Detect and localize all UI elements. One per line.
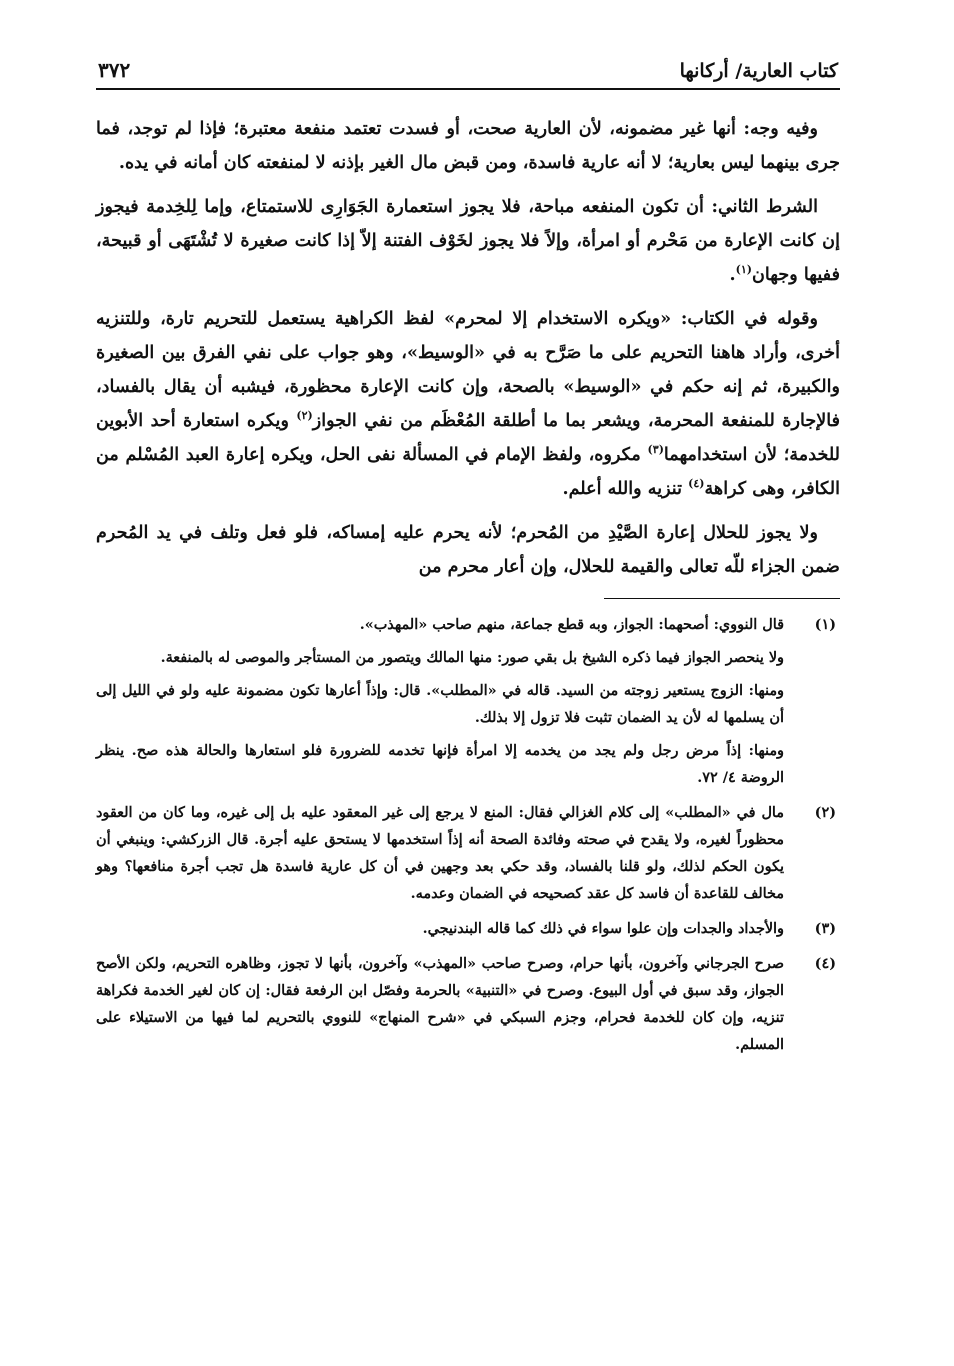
paragraph-text: أن تكون المنفعه مباحة، فلا يجوز استعمارة الجَوَارِى للاستمتاع، وإما لِلخِدمة فيجوز إن كانت الإعارة من مَحْرم أو امرأة، وإلاً فلا يجوز لخَوْف الفتنة إلاّ إذا كانت صغيرة لا تُشْتَهَى أو قبيحة، ففيها وجهان [96,196,840,285]
paragraph-label: الشرط الثاني: [711,196,818,217]
footnote-text [96,915,784,948]
footnote-divider [604,598,840,599]
paragraph-3 [96,302,840,506]
footnote-number: (٣) [814,920,836,937]
footnote-part: والأجداد والجدات وإن علوا سواء في ذلك كما قاله البندنيجي. [422,920,784,937]
footnote-1 [96,611,840,797]
footnote-number: (١) [814,616,836,633]
footnote-part: صرح الجرجاني وآخرون، بأنها حرام، وصرح صاحب «المهذب» وآخرون، بأنها لا تجوز، وظاهره التحريم، ولكن الأصح الجواز، وقد سبق في أول البيوع. وصرح في «التنبية» بالحرمة وفصّل ابن الرفعة فقال: إن كان لغير الخدمة فكراهة تنزيه، وإن كان للخدمة فحرام، وجزم السبكي في «شرح المنهاج» للنووي بالتحريم لما فيها من الاستيلاء على المسلم. [96,955,784,1053]
footnote-text [96,799,784,913]
footnotes [96,611,840,1064]
footnote-ref[interactable]: (٢) [296,409,313,423]
paragraph-1 [96,112,840,180]
paragraph-2 [96,190,840,292]
footnote-ref[interactable]: (٣) [647,443,664,457]
footnote-ref[interactable]: (٤) [688,477,705,491]
footnote-3 [96,915,840,948]
paragraph-text: وقوله في الكتاب: «ويكره الاستخدام إلا لمحرم» لفظ الكراهية يستعمل للتحريم تارة، وللتنزيه أخرى، وأراد هاهنا التحريم على ما صَرَّح به في «الوسيط»، وهو جواب على نفي الفرق بين الصغيرة والكبيرة، ثم إنه حكم في «الوسيط» بالصحة، وإن كانت الإعارة محظورة، فيشبه أن يقال بالفساد، فالإجارة للمنفعة المحرمة، ويشعر بما ما أطلقة المُعْظَم من نفي الجواز [96,308,840,431]
footnote-number: (٤) [814,955,836,972]
footnote-ref[interactable]: (١) [735,263,753,277]
footnote-4 [96,950,840,1064]
paragraph-text: ولا يجوز للحلال إعارة الصَّيْدِ من المُحرم؛ لأنه يحرم عليه إمساكه، فلو فعل وتلف في يد المُحرم ضمن الجزاء للّه تعالى والقيمة للحلال، وإن أعار محرم من [96,522,840,577]
footnote-2 [96,799,840,913]
running-header [96,44,840,90]
paragraph-text-cont: مكروه، ولفظ الإمام في المسألة نفى الحل، ويكره إعارة العبد المُسْلم من الكافر، وهى كراهة [96,444,840,499]
paragraph-text-end: . [729,264,736,285]
header-title: كتاب العارية/ أركانها [679,60,838,82]
footnote-part: ومنها: الزوج يستعير زوجته من السيد. قاله في «المطلب». قال: وإذاً أعارها تكون مضمونة عليه ولو في الليل إلى أن يسلمها له لأن يد الضمان تثبت فلا تزول إلا بذلك. [96,682,784,726]
footnote-text [96,611,784,797]
paragraph-text: وفيه وجه: أنها غير مضمونه، لأن العارية صحت، أو فسدت تعتمد منفعة معتبرة؛ فإذا لم توجد، فما جرى بينهما ليس بعارية؛ لا أنه عارية فاسدة، ومن قبض مال الغير بإذنه لا لمنفعته كان أمانه في يده. [96,118,840,173]
footnote-number: (٢) [814,804,836,821]
footnote-part: مال في «المطلب» إلى كلام الغزالي فقال: المنع لا يرجع إلى غير المعقود عليه بل إلى غيره، وما كان من العقود محظوراً لغيره، ولا يقدح في صحته وفائدة الصحة أنه إذاً استخدمها لا يستحق عليه أجرة. قال الزركشي: وينبغي أن يكون الحكم لذلك، ولو قلنا بالفساد، وقد حكي بعد وجهين في أن كل عارية فاسدة هل تجب أجرة منافعها؟ وهو مخالف للقاعدة أن فاسد كل عقد كصحيحه في الضمان وعدمه. [96,804,784,902]
paragraph-text-end: تنزيه والله أعلم. [562,478,689,499]
footnote-text [96,950,784,1064]
footnote-part: ولا ينحصر الجواز فيما ذكره الشيخ بل بقي صور: منها المالك ويتصور من المستأجر والموصى له بالمنفعة. [160,649,784,666]
book-page [96,44,840,1344]
footnote-part: قال النووي: أصحهما: الجواز، وبه قطع جماعة، منهم صاحب «المهذب». [359,616,784,633]
main-text [96,112,840,584]
paragraph-4 [96,516,840,584]
paragraph-text-cont: ويكره استعارة أحد الأبوين للخدمة؛ لأن استخدامهما [96,410,841,465]
page-number: ٣٧٢ [98,58,131,82]
footnote-part: ومنها: إذاً مرض رجل ولم يجد من يخدمه إلا امرأة فإنها تخدمه للضرورة فلو استعارها والحالة هذه صح. ينظر الروضة ٤/ ٧٢. [96,742,784,786]
